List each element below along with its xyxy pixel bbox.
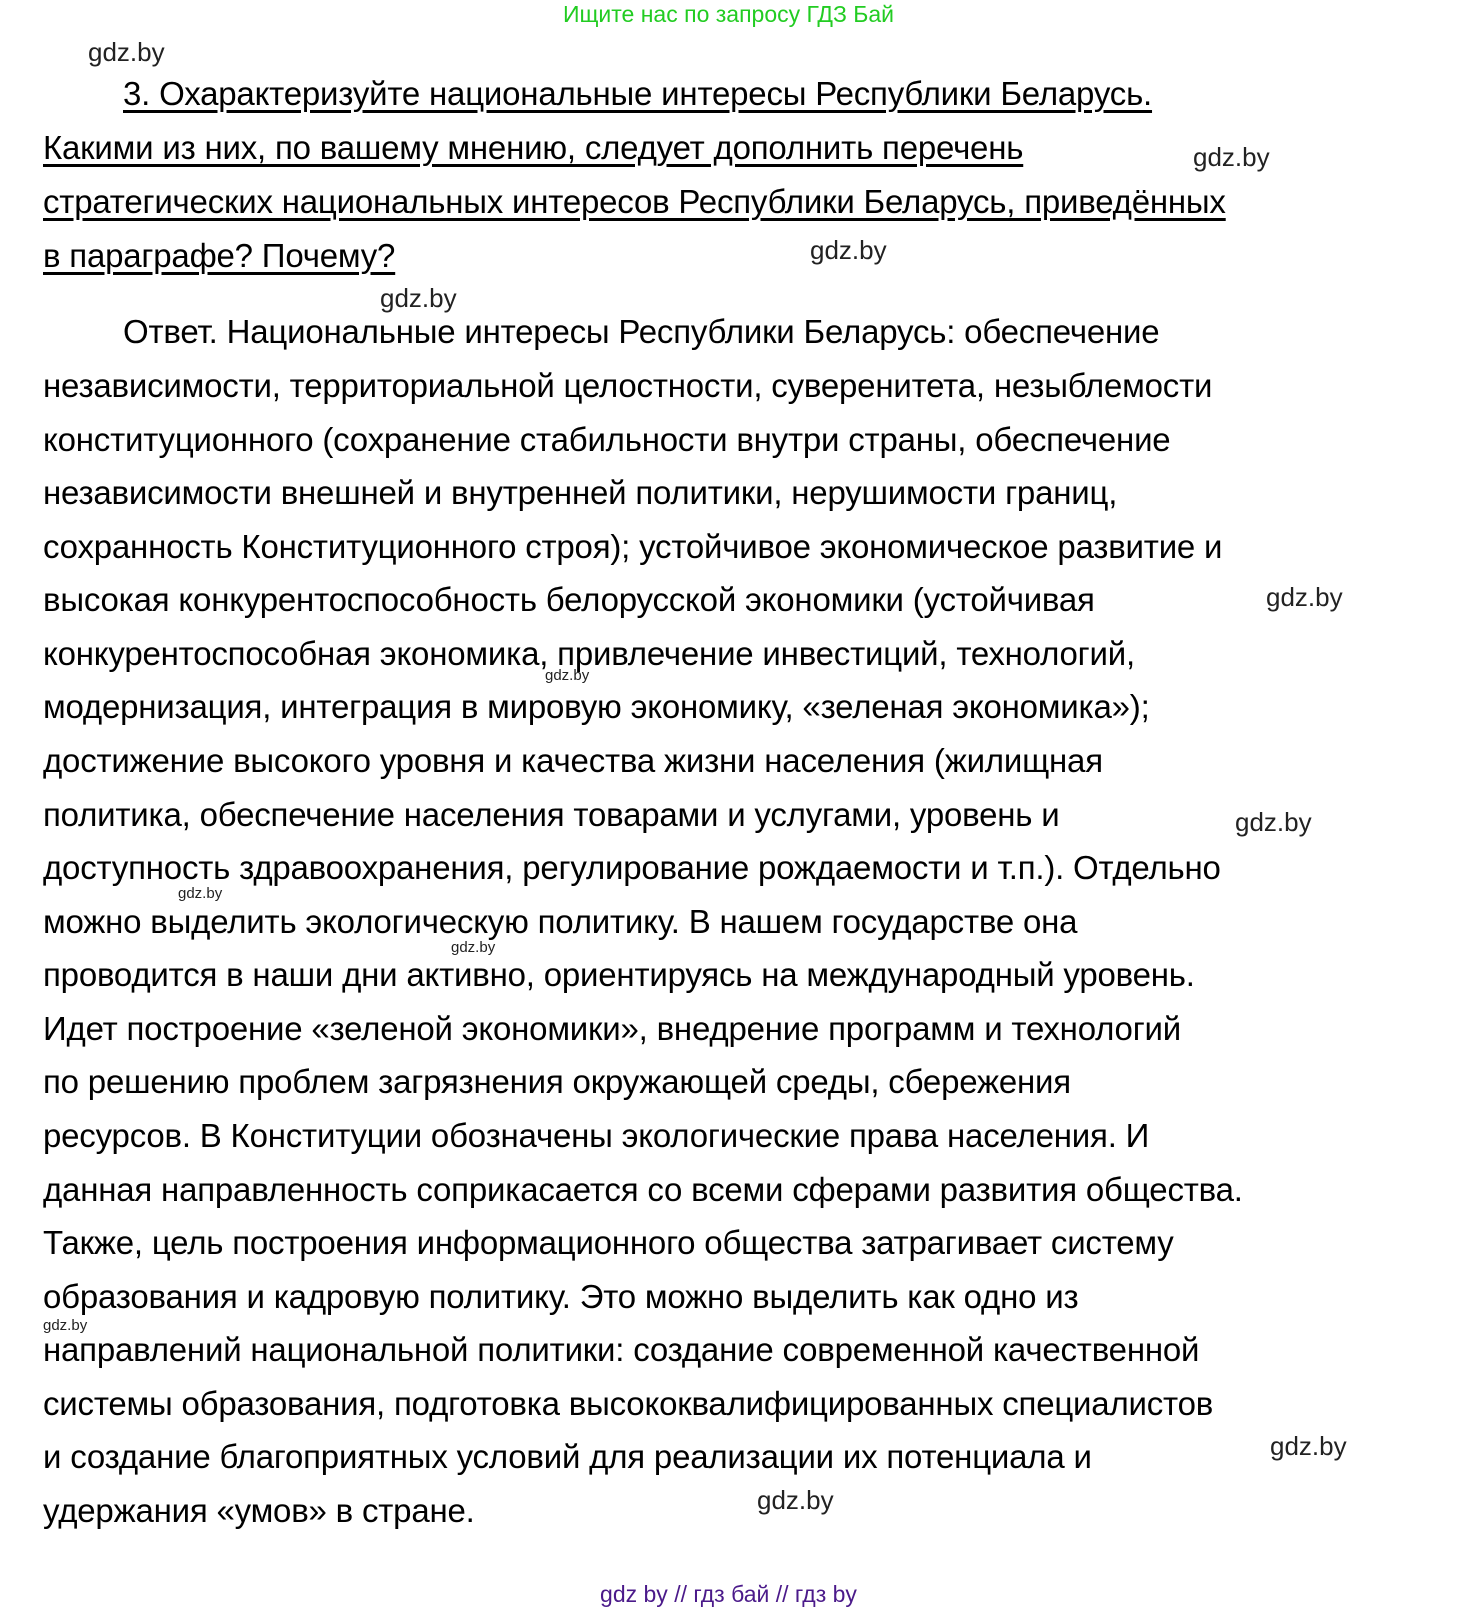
answer-line: высокая конкурентоспособность белорусской экономики (устойчивая: [43, 581, 1095, 618]
watermark: gdz.by: [178, 885, 223, 902]
answer-line: конкурентоспособная экономика, привлечение инвестиций, технологий,: [43, 635, 1135, 672]
answer-line: системы образования, подготовка высококвалифицированных специалистов: [43, 1385, 1214, 1422]
question-line: стратегических национальных интересов Республики Беларусь, приведённых: [43, 183, 1226, 220]
watermark: gdz.by: [380, 283, 457, 313]
footer-links[interactable]: gdz by // гдз бай // гдз by: [600, 1581, 857, 1607]
answer-line: образования и кадровую политику. Это можно выделить как одно из: [43, 1278, 1079, 1315]
watermark: gdz.by: [1193, 142, 1270, 172]
watermark: gdz.by: [1235, 807, 1312, 837]
question-line: 3. Охарактеризуйте национальные интересы Республики Беларусь.: [123, 75, 1153, 112]
answer-line: можно выделить экологическую политику. В нашем государстве она: [43, 903, 1078, 940]
answer-line: по решению проблем загрязнения окружающей среды, сбережения: [43, 1063, 1071, 1100]
watermark: gdz.by: [810, 235, 887, 265]
answer-line: Также, цель построения информационного общества затрагивает систему: [43, 1224, 1174, 1261]
answer-line: ресурсов. В Конституции обозначены экологические права населения. И: [43, 1117, 1150, 1154]
answer-line: направлений национальной политики: создание современной качественной: [43, 1331, 1200, 1368]
answer-line: независимости внешней и внутренней политики, нерушимости границ,: [43, 474, 1118, 511]
answer-line: данная направленность соприкасается со всеми сферами развития общества.: [43, 1171, 1243, 1208]
answer-line: проводится в наши дни активно, ориентируясь на международный уровень.: [43, 956, 1195, 993]
answer-line: Ответ. Национальные интересы Республики Беларусь: обеспечение: [123, 313, 1160, 350]
answer-line: достижение высокого уровня и качества жизни населения (жилищная: [43, 742, 1103, 779]
watermark: gdz.by: [88, 37, 165, 67]
answer-line: конституционного (сохранение стабильности внутри страны, обеспечение: [43, 421, 1171, 458]
answer-line: и создание благоприятных условий для реализации их потенциала и: [43, 1438, 1092, 1475]
watermark: gdz.by: [43, 1317, 88, 1334]
watermark: gdz.by: [451, 939, 496, 956]
answer-line: удержания «умов» в стране.: [43, 1492, 475, 1529]
question-line: в параграфе? Почему?: [43, 237, 396, 274]
watermark: gdz.by: [1270, 1431, 1347, 1461]
watermark: gdz.by: [1266, 582, 1343, 612]
answer-line: доступность здравоохранения, регулирование рождаемости и т.п.). Отдельно: [43, 849, 1221, 886]
answer-line: модернизация, интеграция в мировую экономику, «зеленая экономика»);: [43, 688, 1150, 725]
search-banner: Ищите нас по запросу ГДЗ Бай: [562, 1, 895, 27]
answer-line: независимости, территориальной целостности, суверенитета, незыблемости: [43, 367, 1213, 404]
watermark: gdz.by: [545, 667, 590, 684]
question-line: Какими из них, по вашему мнению, следует дополнить перечень: [43, 129, 1024, 166]
watermark: gdz.by: [757, 1485, 834, 1515]
answer-line: Идет построение «зеленой экономики», внедрение программ и технологий: [43, 1010, 1182, 1047]
answer-line: сохранность Конституционного строя); устойчивое экономическое развитие и: [43, 528, 1223, 565]
answer-line: политика, обеспечение населения товарами и услугами, уровень и: [43, 796, 1060, 833]
